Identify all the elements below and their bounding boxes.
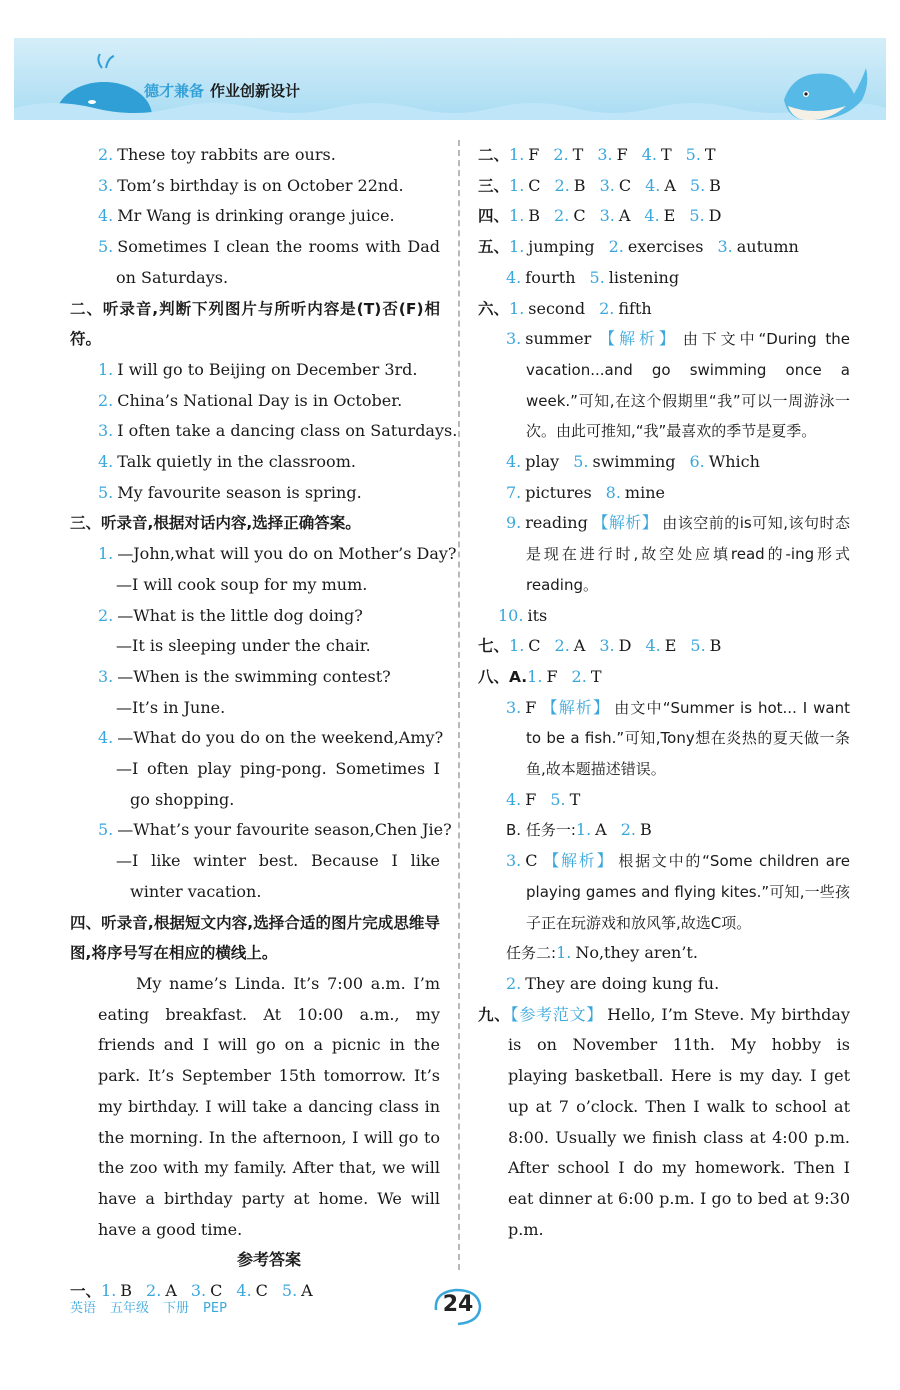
answer-8-row-1: 八、A.1. F 2. T [478, 666, 602, 686]
answer-4-row: 四、1. B 2. C 3. A 4. E 5. D [478, 206, 722, 226]
footer-info [70, 1297, 241, 1316]
answer-title: 参考答案 [236, 1250, 301, 1270]
answer-9-essay: 九、【参考范文】 Hello, I’m Steve. My birthday is on November 11th. My hobby is playing basketball. Here is my day. I get up at 7 o’clock. Then I walk to school at 8:00. Usually we finish class at 4:00 p.m. After school I do my homework. Then I eat dinner at 6:00 p.m. I go to bed at 9:30 p.m. [478, 1004, 850, 1239]
answer-6-row-1: 六、1. second 2. fifth [478, 298, 652, 318]
sec3-item-1-a: —I will cook soup for my mum. [116, 574, 368, 594]
answer-6-row-7: 7. pictures 8. mine [506, 482, 665, 502]
answer-2-row: 二、1. F 2. T 3. F 4. T 5. T [478, 145, 716, 164]
answer-8-b3: 3. C 【解析】 根据文中的“Some children are playing games and flying kites.”可知,一些孩子正在玩游戏和放风筝,故选C项。 [506, 851, 850, 932]
brand-title [144, 80, 300, 101]
answer-8-task2-2: 2. They are doing kung fu. [506, 973, 720, 993]
item-top-5: 5. Sometimes I clean the rooms with Dad on Saturdays. [98, 237, 440, 287]
brand-blue: 德才兼备 [144, 82, 205, 100]
sec3-item-4-a: —I often play ping-pong. Sometimes I go shopping. [116, 759, 440, 809]
sec2-item-5: 5. My favourite season is spring. [98, 482, 362, 502]
answer-3-row: 三、1. C 2. B 3. C 4. A 5. B [478, 175, 721, 195]
sec3-item-5-a: —I like winter best. Because I like winter vacation. [116, 851, 440, 901]
sec2-item-1: 1. I will go to Beijing on December 3rd. [98, 359, 418, 379]
answer-8-b-row: B. 任务一:1. A 2. B [506, 820, 652, 840]
sec2-item-3: 3. I often take a dancing class on Saturdays. [98, 421, 458, 441]
right-column [478, 140, 850, 1245]
sec3-item-3-a: —It’s in June. [116, 697, 226, 717]
footer-term: 下册 [163, 1301, 190, 1316]
column-divider [458, 140, 460, 1270]
section-3-title: 三、听录音,根据对话内容,选择正确答案。 [70, 514, 361, 533]
answer-8-task2-1: 任务二:1. No,they aren’t. [506, 943, 698, 963]
section-4-title: 四、听录音,根据短文内容,选择合适的图片完成思维导图,将序号写在相应的横线上。 [70, 913, 440, 963]
footer-grade: 五年级 [110, 1301, 150, 1316]
page-number: 24 [442, 1292, 474, 1317]
sec3-item-5-q: 5. —What’s your favourite season,Chen Jie? [98, 820, 452, 840]
answer-5-row-2: 4. fourth 5. listening [506, 267, 680, 287]
item-top-2: 2. These toy rabbits are ours. [98, 145, 336, 164]
answer-6-q10: 10. its [498, 605, 548, 625]
answer-6-q3: 3. summer 【解析】 由下文中“During the vacation...and go swimming once a week.”可知,在这个假期里“我”可以一周游泳一次。由此可推知,“我”最喜欢的季节是夏季。 [506, 329, 850, 441]
answer-8-row-4: 4. F 5. T [506, 789, 581, 809]
left-column [70, 140, 458, 1307]
sec2-item-4: 4. Talk quietly in the classroom. [98, 452, 356, 472]
sec3-item-2-a: —It is sleeping under the chair. [116, 636, 371, 656]
answer-1-row: 一、1. B 2. A 3. C 4. C 5. A [70, 1281, 313, 1301]
item-top-4: 4. Mr Wang is drinking orange juice. [98, 206, 395, 226]
sec4-passage: My name’s Linda. It’s 7:00 a.m. I’m eating breakfast. At 10:00 a.m., my friends and I will go on a picnic in the park. It’s September 15th tomorrow. It’s my birthday. I will take a dancing class in the morning. In the afternoon, I will go to the zoo with my family. After that, we will have a birthday party at home. We will have a good time. [98, 973, 440, 1239]
whale-decoration-icon [14, 38, 886, 120]
sec3-item-3-q: 3. —When is the swimming contest? [98, 666, 391, 686]
sec3-item-4-q: 4. —What do you do on the weekend,Amy? [98, 728, 444, 748]
answer-6-row-4: 4. play 5. swimming 6. Which [506, 452, 760, 472]
section-2-title: 二、听录音,判断下列图片与所听内容是(T)否(F)相符。 [70, 299, 440, 349]
answer-7-row: 七、1. C 2. A 3. D 4. E 5. B [478, 636, 722, 656]
answer-8-q3: 3. F 【解析】 由文中“Summer is hot... I want to be a fish.”可知,Tony想在炎热的夏天做一条鱼,故本题描述错误。 [506, 697, 850, 779]
footer-subject: 英语 [70, 1301, 97, 1316]
footer-edition: PEP [203, 1301, 227, 1316]
header-banner [14, 38, 886, 120]
sec2-item-2: 2. China’s National Day is in October. [98, 390, 403, 410]
brand-black: 作业创新设计 [210, 82, 301, 100]
sec3-item-2-q: 2. —What is the little dog doing? [98, 605, 363, 625]
sec3-item-1-q: 1. —John,what will you do on Mother’s Day? [98, 544, 457, 564]
item-top-3: 3. Tom’s birthday is on October 22nd. [98, 175, 404, 195]
answer-5-row-1: 五、1. jumping 2. exercises 3. autumn [478, 237, 799, 257]
answer-6-q9: 9. reading 【解析】 由该空前的is可知,该句时态是现在进行时,故空处应填read的-ing形式reading。 [506, 513, 850, 594]
